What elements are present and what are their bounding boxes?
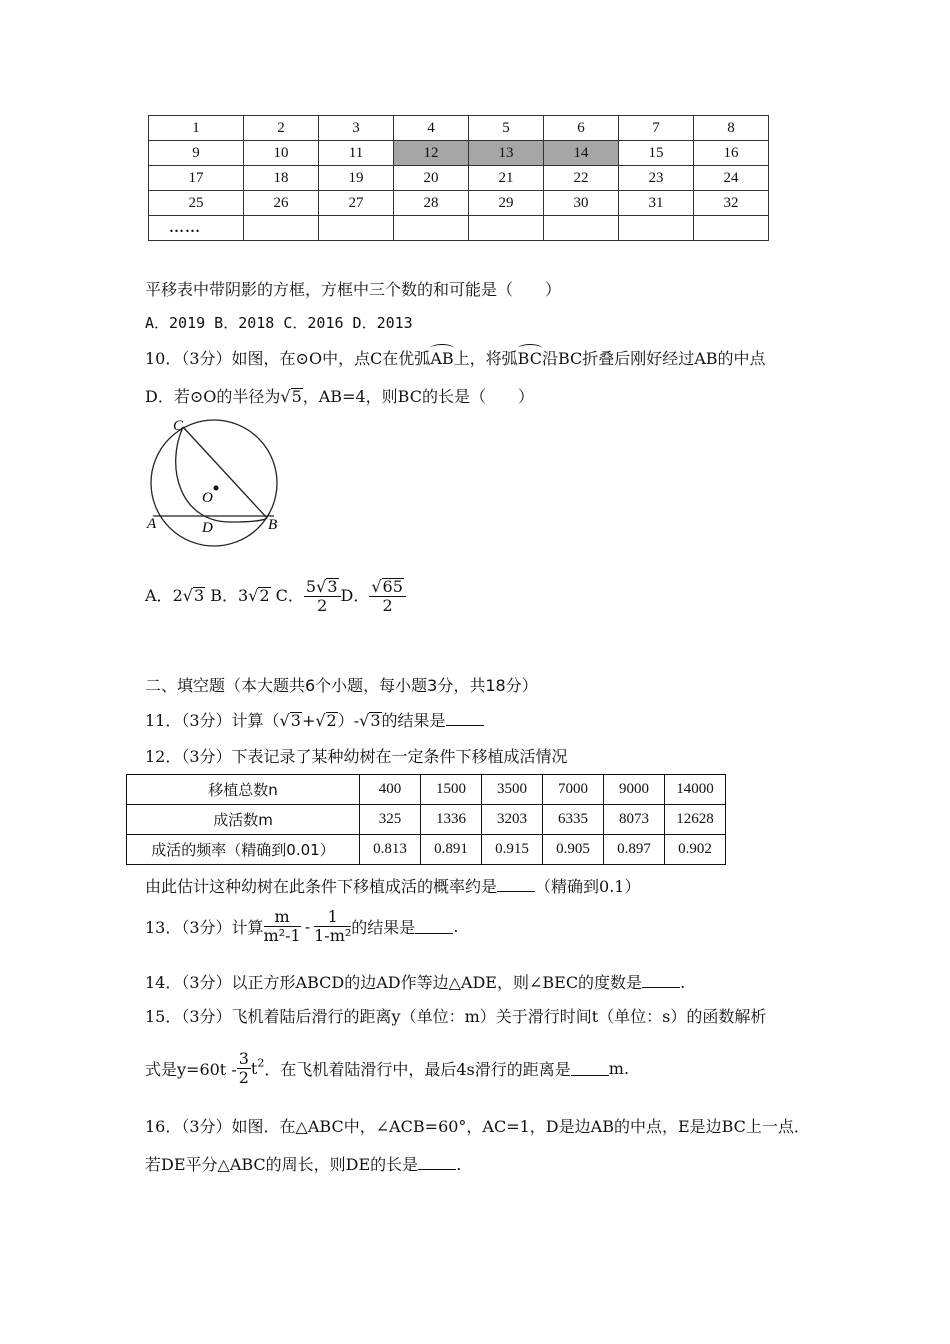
q11-answer-blank[interactable] <box>446 711 484 726</box>
number-grid-table <box>148 115 769 241</box>
grid-cell: 8 <box>694 116 769 141</box>
grid-cell: 10 <box>244 141 319 166</box>
grid-cell: 28 <box>394 191 469 216</box>
label-a: A <box>147 516 157 532</box>
q10-line2: D．若⊙O的半径为√5，AB=4，则BC的长是（ ） <box>145 387 534 406</box>
q11-text-b: ）- <box>337 711 360 730</box>
grid-cell: 21 <box>469 166 544 191</box>
q15-answer-blank[interactable] <box>571 1061 609 1076</box>
grid-cell-shaded: 12 <box>394 141 469 166</box>
q13-answer-blank[interactable] <box>415 919 453 934</box>
table-row <box>127 835 726 865</box>
q10-line1 <box>145 346 766 369</box>
opt-d-label: D． <box>340 586 370 605</box>
grid-row <box>149 116 769 141</box>
opt-c-den: 2 <box>317 596 328 615</box>
arc-bc: BC <box>517 349 542 368</box>
grid-row <box>149 141 769 166</box>
table-cell: 0.897 <box>604 835 665 865</box>
folded-arc <box>176 427 267 522</box>
q13-minus: - <box>304 917 311 936</box>
q11-rad-3: 3 <box>370 711 381 730</box>
table-cell: 400 <box>360 775 421 805</box>
q14-text-a: 14．（3分）以正方形ABCD的边AD作等边△ADE，则∠BEC的度数是 <box>145 973 643 992</box>
grid-cell: 31 <box>619 191 694 216</box>
opt-a-rad: 3 <box>193 586 205 605</box>
q10-text-d: D．若⊙O的半径为 <box>145 387 281 406</box>
q9-stem: 平移表中带阴影的方框，方框中三个数的和可能是（ ） <box>145 280 562 299</box>
row-header-cell: 成活数m <box>127 805 360 835</box>
table-cell: 3203 <box>482 805 543 835</box>
grid-cell: 2 <box>244 116 319 141</box>
q15-fraction <box>237 1050 251 1087</box>
grid-cell <box>469 216 544 241</box>
table-cell: 1336 <box>421 805 482 835</box>
survival-table <box>126 774 726 865</box>
q12-answer-blank[interactable] <box>497 877 535 892</box>
table-cell: 6335 <box>543 805 604 835</box>
q10-text-b: 上，将弧 <box>453 349 518 368</box>
q15-f-num: 3 <box>238 1049 249 1068</box>
opt-c-label: C． <box>275 586 304 605</box>
grid-cell: 18 <box>244 166 319 191</box>
q10-options: A．2√3 B．3√2 C． $\frac{5√3}{2}$ D． $\frac{√65}{2}$ <box>145 578 406 615</box>
grid-cell: 27 <box>319 191 394 216</box>
table-cell: 3500 <box>482 775 543 805</box>
grid-cell: 23 <box>619 166 694 191</box>
table-cell: 0.813 <box>360 835 421 865</box>
grid-cell: 30 <box>544 191 619 216</box>
q13-f1-num: m <box>264 908 301 927</box>
grid-row <box>149 216 769 241</box>
table-cell: 1500 <box>421 775 482 805</box>
circle-figure <box>140 412 290 552</box>
arc-ab: AB <box>430 349 454 368</box>
q15-text-a: 式是y=60t - <box>145 1060 237 1079</box>
grid-cell <box>619 216 694 241</box>
grid-cell-shaded: 13 <box>469 141 544 166</box>
table-cell: 0.915 <box>482 835 543 865</box>
q16-text-b: . <box>456 1155 462 1174</box>
section-2-title: 二、填空题（本大题共6个小题，每小题3分，共18分） <box>145 676 538 695</box>
circle-o <box>151 420 277 546</box>
q13-f2-den: 1-m² <box>314 926 352 945</box>
table-cell: 7000 <box>543 775 604 805</box>
grid-cell: 22 <box>544 166 619 191</box>
opt-a-coef: 2 <box>172 586 183 605</box>
label-b: B <box>268 517 278 533</box>
grid-row <box>149 166 769 191</box>
table-row <box>127 775 726 805</box>
q11-rad-2: 2 <box>326 711 337 730</box>
grid-cell: 19 <box>319 166 394 191</box>
opt-b-label: B． <box>210 586 238 605</box>
grid-cell-shaded: 14 <box>544 141 619 166</box>
grid-cell: …… <box>149 216 244 241</box>
grid-cell: 16 <box>694 141 769 166</box>
grid-cell: 26 <box>244 191 319 216</box>
table-cell: 8073 <box>604 805 665 835</box>
q11-line: 11．（3分）计算（√3+√2）-√3的结果是 <box>145 708 484 731</box>
q13-fraction-1 <box>264 908 301 945</box>
grid-cell: 15 <box>619 141 694 166</box>
q13-text-c: . <box>453 917 459 936</box>
table-cell: 14000 <box>665 775 726 805</box>
label-o: O <box>202 490 213 506</box>
grid-row <box>149 191 769 216</box>
label-d: D <box>202 520 213 536</box>
q15-f-den: 2 <box>238 1068 249 1087</box>
q10-text-c: 沿BC折叠后刚好经过AB的中点 <box>541 349 766 368</box>
label-c: C <box>173 418 184 434</box>
opt-b-coef: 3 <box>238 586 249 605</box>
grid-cell: 9 <box>149 141 244 166</box>
grid-cell <box>319 216 394 241</box>
q13-line <box>145 908 458 945</box>
q11-plus: + <box>301 711 316 730</box>
row-header-cell: 移植总数n <box>127 775 360 805</box>
grid-cell: 11 <box>319 141 394 166</box>
q16-answer-blank[interactable] <box>418 1155 456 1170</box>
table-cell: 12628 <box>665 805 726 835</box>
grid-cell: 25 <box>149 191 244 216</box>
grid-cell: 29 <box>469 191 544 216</box>
grid-cell: 24 <box>694 166 769 191</box>
grid-cell <box>544 216 619 241</box>
q15-line1: 15．（3分）飞机着陆后滑行的距离y（单位：m）关于滑行时间t（单位：s）的函数解析 <box>145 1007 767 1026</box>
q12-stem: 12．（3分）下表记录了某种幼树在一定条件下移植成活情况 <box>145 747 568 766</box>
q14-line <box>145 970 685 993</box>
q11-text-a: 11．（3分）计算（ <box>145 711 280 730</box>
grid-cell: 6 <box>544 116 619 141</box>
q9-options: A．2019 B．2018 C．2016 D．2013 <box>145 314 413 332</box>
table-cell: 0.891 <box>421 835 482 865</box>
table-row <box>127 805 726 835</box>
grid-cell <box>694 216 769 241</box>
grid-cell: 17 <box>149 166 244 191</box>
grid-cell: 7 <box>619 116 694 141</box>
opt-d-fraction: $\frac{√65}{2}$ <box>369 578 406 615</box>
grid-cell: 5 <box>469 116 544 141</box>
opt-c-fraction: $\frac{5√3}{2}$ <box>304 578 341 615</box>
q13-fraction-2 <box>314 908 351 945</box>
q14-answer-blank[interactable] <box>642 973 680 988</box>
row-header-cell: 成活的频率（精确到0.01） <box>127 835 360 865</box>
table-cell: 0.902 <box>665 835 726 865</box>
table-cell: 0.905 <box>543 835 604 865</box>
q13-text-a: 13．（3分）计算 <box>145 918 264 937</box>
table-cell: 325 <box>360 805 421 835</box>
grid-cell: 32 <box>694 191 769 216</box>
radical-5: 5 <box>291 387 302 406</box>
q12-text-a: 由此估计这种幼树在此条件下移植成活的概率约是 <box>145 877 498 896</box>
opt-c-rad: 3 <box>327 577 338 596</box>
q15-exponent: 2 <box>257 1056 265 1070</box>
opt-c-coef: 5 <box>305 577 317 596</box>
q11-rad-1: 3 <box>290 711 301 730</box>
grid-cell: 20 <box>394 166 469 191</box>
q16-line1: 16．（3分）如图．在△ABC中，∠ACB=60°，AC=1，D是边AB的中点，E是边BC上一点． <box>145 1117 810 1136</box>
q14-text-b: . <box>680 973 686 992</box>
opt-d-rad: 65 <box>382 577 403 596</box>
q16-line2 <box>145 1152 461 1175</box>
grid-cell <box>244 216 319 241</box>
q13-text-b: 的结果是 <box>351 918 416 937</box>
q10-text-a: 10．（3分）如图，在⊙O中，点C在优弧 <box>145 349 431 368</box>
q12-tail <box>145 874 640 897</box>
q13-f2-num: 1 <box>314 908 351 927</box>
chord-bc <box>183 427 267 518</box>
grid-cell: 1 <box>149 116 244 141</box>
grid-cell: 4 <box>394 116 469 141</box>
q12-text-b: （精确到0.1） <box>535 877 641 896</box>
q10-text-e: ，AB=4，则BC的长是（ ） <box>302 387 534 406</box>
q16-text-a: 若DE平分△ABC的周长，则DE的长是 <box>145 1155 419 1174</box>
opt-b-rad: 2 <box>259 586 270 605</box>
opt-d-den: 2 <box>382 596 393 615</box>
grid-cell: 3 <box>319 116 394 141</box>
table-cell: 9000 <box>604 775 665 805</box>
q13-f1-den: m²-1 <box>263 926 301 945</box>
center-point <box>214 486 219 491</box>
q15-text-c: ．在飞机着陆滑行中，最后4s滑行的距离是 <box>264 1060 571 1079</box>
q15-text-d: m. <box>608 1059 630 1078</box>
q15-t: t <box>250 1059 258 1078</box>
grid-cell <box>394 216 469 241</box>
q11-text-c: 的结果是 <box>381 711 446 730</box>
opt-a-label: A． <box>145 586 173 605</box>
q15-line2 <box>145 1050 629 1087</box>
